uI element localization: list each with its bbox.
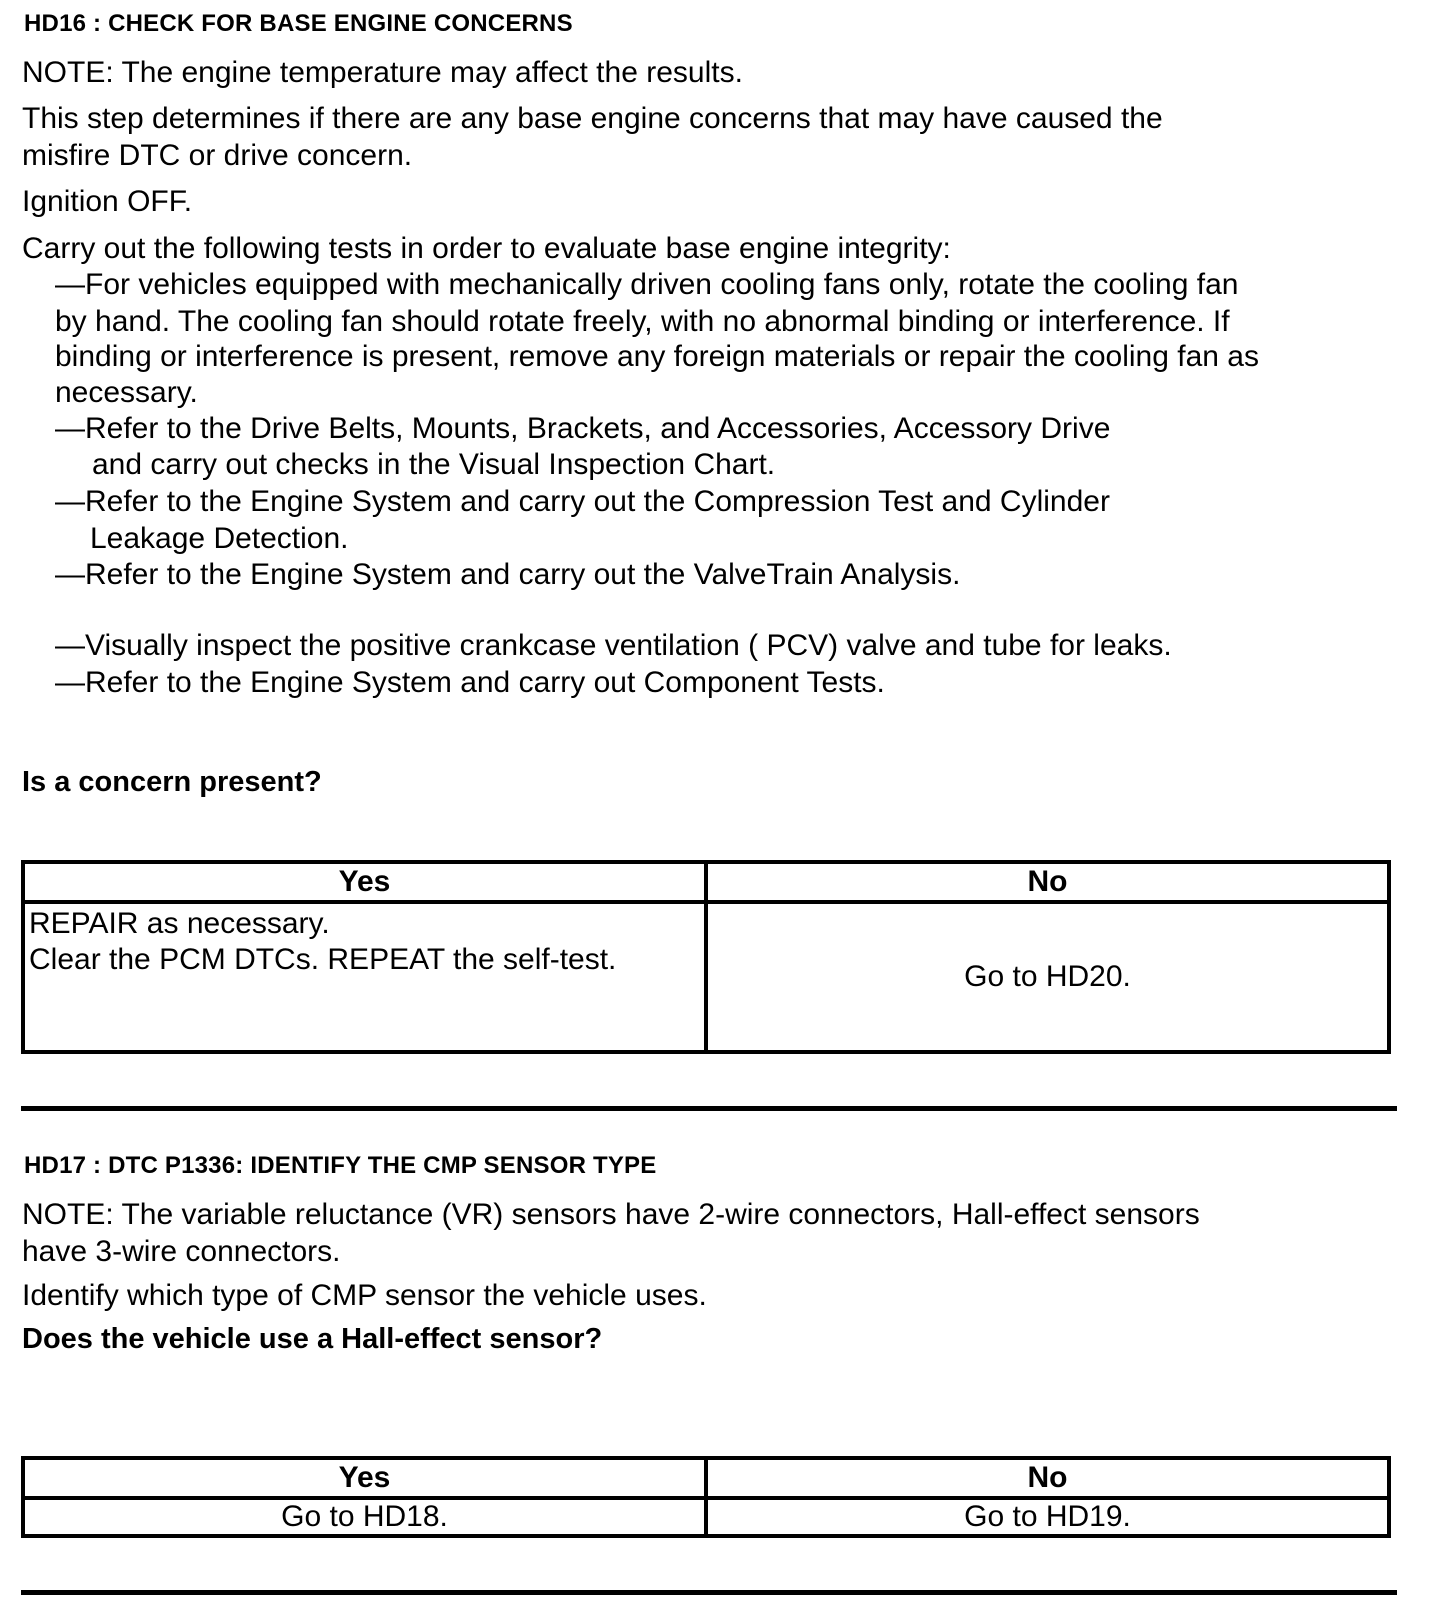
test-item-line: —Refer to the Drive Belts, Mounts, Brackets, and Accessories, Accessory Drive — [55, 412, 1111, 445]
yes-cell — [23, 1498, 706, 1536]
test-item-line: binding or interference is present, remove any foreign materials or repair the cooling fan as — [55, 340, 1259, 373]
hd17-decision-table — [21, 1456, 1391, 1538]
test-item-line: —Visually inspect the positive crankcase ventilation ( PCV) valve and tube for leaks. — [55, 629, 1172, 662]
test-item-line: —Refer to the Engine System and carry out the Compression Test and Cylinder — [55, 485, 1110, 518]
hd17-question: Does the vehicle use a Hall-effect sensor? — [22, 1323, 603, 1355]
hd16-ignition: Ignition OFF. — [22, 185, 193, 218]
no-cell — [706, 902, 1389, 1052]
hd16-decision-table — [21, 860, 1391, 1054]
hd17-note-line2: have 3-wire connectors. — [22, 1235, 341, 1268]
go-to-hd19-link[interactable]: Go to HD19. — [964, 1500, 1131, 1533]
no-header: No — [706, 1458, 1389, 1498]
test-item-line: —Refer to the Engine System and carry out the ValveTrain Analysis. — [55, 558, 961, 591]
section-divider — [21, 1106, 1397, 1111]
test-item-line: and carry out checks in the Visual Inspection Chart. — [92, 448, 776, 481]
test-item-line: —For vehicles equipped with mechanically driven cooling fans only, rotate the cooling fan — [55, 268, 1239, 301]
hd16-heading: HD16 : CHECK FOR BASE ENGINE CONCERNS — [24, 10, 573, 37]
yes-header: Yes — [23, 862, 706, 902]
yes-cell — [23, 902, 706, 1052]
hd16-intro-line2: misfire DTC or drive concern. — [22, 139, 413, 172]
yes-action-line2: Clear the PCM DTCs. REPEAT the self-test. — [29, 943, 617, 976]
go-to-hd20-link[interactable]: Go to HD20. — [964, 960, 1131, 993]
go-to-hd18-link[interactable]: Go to HD18. — [281, 1500, 448, 1533]
test-item-line: Leakage Detection. — [90, 522, 349, 555]
hd17-note-line1: NOTE: The variable reluctance (VR) sensors have 2-wire connectors, Hall-effect sensors — [22, 1198, 1200, 1231]
test-item-line: necessary. — [55, 376, 198, 409]
hd17-heading: HD17 : DTC P1336: IDENTIFY THE CMP SENSOR TYPE — [24, 1152, 657, 1179]
no-cell — [706, 1498, 1389, 1536]
no-header: No — [706, 862, 1389, 902]
yes-action-line1: REPAIR as necessary. — [29, 907, 330, 940]
hd16-question: Is a concern present? — [22, 766, 322, 798]
hd17-instruction: Identify which type of CMP sensor the vehicle uses. — [22, 1279, 707, 1312]
test-item-line: —Refer to the Engine System and carry out Component Tests. — [55, 666, 885, 699]
section-divider — [21, 1590, 1397, 1595]
hd16-intro-line1: This step determines if there are any base engine concerns that may have caused the — [22, 102, 1163, 135]
test-item-line: by hand. The cooling fan should rotate freely, with no abnormal binding or interference. If — [55, 305, 1230, 338]
hd16-note: NOTE: The engine temperature may affect the results. — [22, 56, 743, 89]
hd16-tests-intro: Carry out the following tests in order to evaluate base engine integrity: — [22, 232, 951, 265]
yes-header: Yes — [23, 1458, 706, 1498]
